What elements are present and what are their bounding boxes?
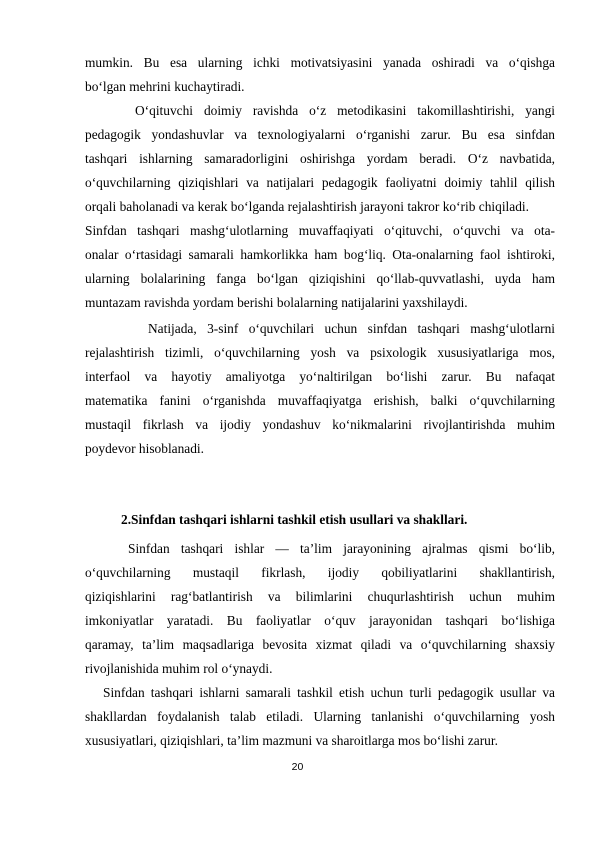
text-line: pedagogik yondashuvlar va texnologiyalarni o‘rganishi zarur. Bu esa sinfdan	[85, 127, 555, 142]
text-line: o‘quvchilarning mustaqil fikrlash, ijodiy qobiliyatlarini shakllantirish,	[85, 565, 555, 580]
text-line: qaramay, ta’lim maqsadlariga bevosita xizmat qiladi va o‘quvchilarning shaxsiy	[85, 637, 555, 652]
section-heading: 2.Sinfdan tashqari ishlarni tashkil etish usullari va shakllari.	[121, 512, 468, 527]
text-line: Sinfdan tashqari ishlar — ta’lim jarayonining ajralmas qismi bo‘lib,	[128, 541, 555, 556]
text-line: Natijada, 3-sinf o‘quvchilari uchun sinfdan tashqari mashg‘ulotlarni	[148, 321, 555, 336]
text-line: matematika fanini o‘rganishda muvaffaqiyatga erishish, balki o‘quvchilarning	[85, 393, 555, 408]
text-line: imkoniyatlar yaratadi. Bu faoliyatlar o‘quv jarayonidan tashqari bo‘lishiga	[85, 613, 555, 628]
text-line: interfaol va hayotiy amaliyotga yo‘naltirilgan bo‘lishi zarur. Bu nafaqat	[85, 369, 555, 384]
text-line: mumkin. Bu esa ularning ichki motivatsiyasini yanada oshiradi va o‘qishga	[85, 55, 555, 70]
text-line: onalar o‘rtasidagi samarali hamkorlikka ham bog‘liq. Ota-onalarning faol ishtiroki,	[85, 247, 555, 262]
text-line: qiziqishlarini rag‘batlantirish va bilimlarini chuqurlashtirish uchun muhim	[85, 589, 555, 604]
text-line: rivojlanishida muhim rol o‘ynaydi.	[85, 661, 273, 676]
text-line: xususiyatlari, qiziqishlari, ta’lim mazmuni va sharoitlarga mos bo‘lishi zarur.	[85, 733, 498, 748]
text-line: shakllardan foydalanish talab etiladi. Ularning tanlanishi o‘quvchilarning yosh	[85, 709, 555, 724]
text-line: tashqari ishlarning samaradorligini oshirishga yordam beradi. O‘z navbatida,	[85, 151, 555, 166]
text-line: orqali baholanadi va kerak bo‘lganda rejalashtirish jarayoni takror ko‘rib chiqiladi.	[85, 199, 529, 214]
text-line: Sinfdan tashqari ishlarni samarali tashkil etish uchun turli pedagogik usullar va	[103, 685, 555, 700]
text-line: poydevor hisoblanadi.	[85, 441, 205, 456]
text-line: ularning bolalarining fanga bo‘lgan qiziqishini qo‘llab-quvvatlashi, uyda ham	[85, 271, 555, 286]
text-line: rejalashtirish tizimli, o‘quvchilarning yosh va psixologik xususiyatlariga mos,	[85, 345, 555, 360]
text-line: muntazam ravishda yordam berishi bolalarning natijalarini yaxshilaydi.	[85, 295, 468, 310]
text-line: o‘quvchilarning qiziqishlari va natijalari pedagogik faoliyatni doimiy tahlil qilish	[85, 175, 555, 190]
text-line: Sinfdan tashqari mashg‘ulotlarning muvaffaqiyati o‘qituvchi, o‘quvchi va ota-	[85, 223, 555, 238]
page-number: 20	[291, 761, 304, 773]
text-line: mustaqil fikrlash va ijodiy yondashuv ko‘nikmalarini rivojlantirishda muhim	[85, 417, 555, 432]
text-line: O‘qituvchi doimiy ravishda o‘z metodikasini takomillashtirishi, yangi	[135, 103, 555, 118]
text-line: bo‘lgan mehrini kuchaytiradi.	[85, 79, 245, 94]
